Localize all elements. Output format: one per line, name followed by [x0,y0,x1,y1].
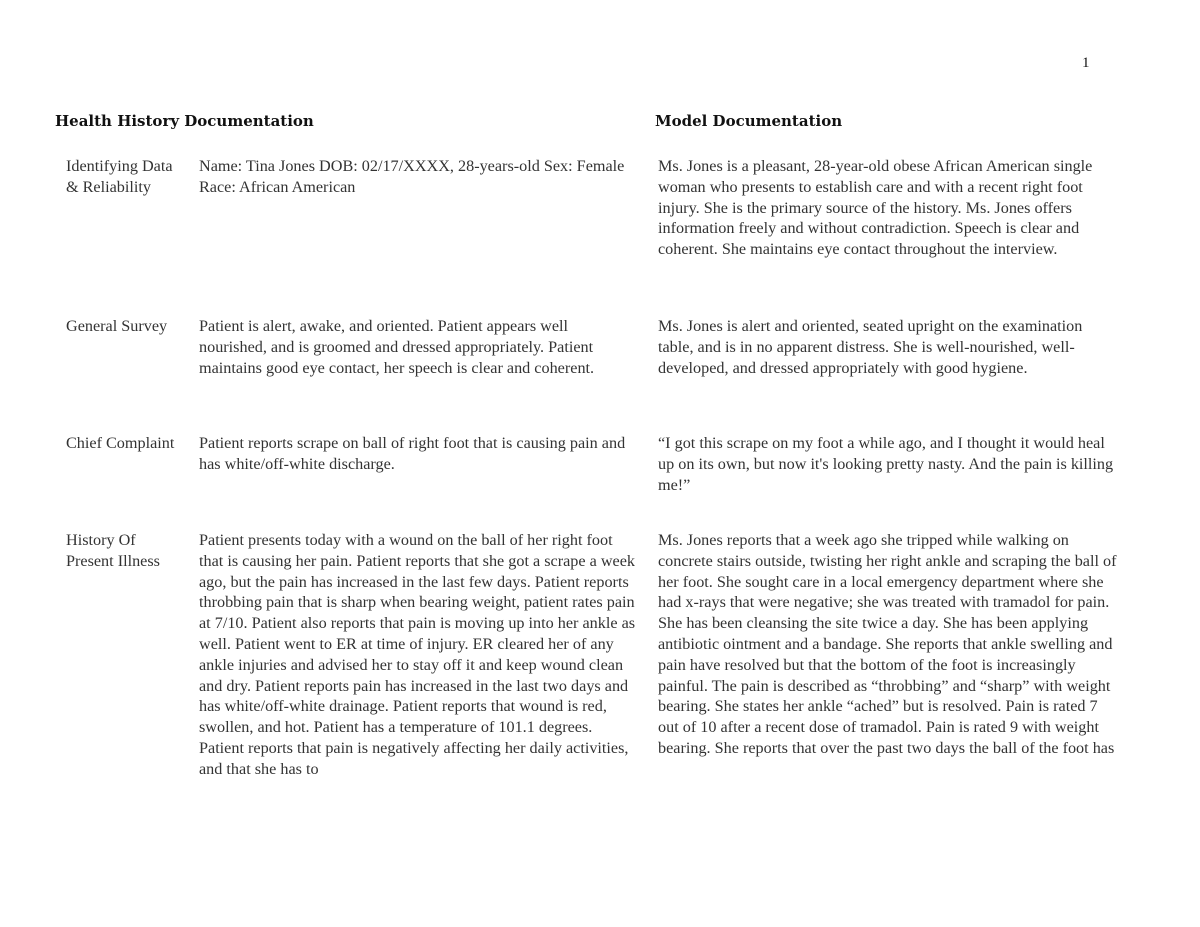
model-documentation-text: Ms. Jones is a pleasant, 28-year-old obese African American single woman who presents to establish care and with a recent right foot injury. She is the primary source of the history. Ms. Jones offers information freely and without contradiction. Speech is clear and coherent. She maintains eye contact throughout the interview. [658,157,1093,259]
row-label: Identifying Data & Reliability [66,157,173,196]
row-label: History Of Present Illness [66,531,160,570]
row-label: Chief Complaint [66,434,175,452]
health-history-text: Patient is alert, awake, and oriented. Patient appears well nourished, and is groomed and dressed appropriately. Patient maintains good eye contact, her speech is clear and coherent. [199,317,595,377]
model-documentation-text: Ms. Jones reports that a week ago she tripped while walking on concrete stairs outside, twisting her right ankle and scraping the ball of her foot. She sought care in a local emergency department where she had x-rays that were negative; she was treated with tramadol for pain. She has been cleansing the site twice a day. She has been applying antibiotic ointment and a bandage. She reports that ankle swelling and pain have resolved but that the bottom of the foot is increasingly painful. The pain is described as “throbbing” and “sharp” with weight bearing. She states her ankle “ached” but is resolved. Pain is rated 7 out of 10 after a recent dose of tramadol. Pain is rated 9 with weight bearing. She reports that over the past two days the ball of the foot has [658,531,1117,757]
health-history-text: Patient reports scrape on ball of right foot that is causing pain and has white/off-white discharge. [199,434,626,473]
health-history-text: Patient presents today with a wound on the ball of her right foot that is causing her pain. Patient reports that she got a scrape a week ago, but the pain has increased in the last few days. Patient reports throbbing pain that is sharp when bearing weight, patient rates pain at 7/10. Patient also reports that pain is moving up into her ankle as well. Patient went to ER at time of injury. ER cleared her of any ankle injuries and advised her to stay off it and keep wound clean and dry. Patient reports pain has increased in the last two days and has white/off-white drainage. Patient reports that wound is red, swollen, and hot. Patient has a temperature of 101.1 degrees. Patient reports that pain is negatively affecting her daily activities, and that she has to [199,531,636,778]
row-label: General Survey [66,317,168,335]
model-documentation-text: “I got this scrape on my foot a while ago, and I thought it would heal up on its own, but now it's looking pretty nasty. And the pain is killing me!” [658,434,1114,494]
model-documentation-text: Ms. Jones is alert and oriented, seated upright on the examination table, and is in no apparent distress. She is well-nourished, well-developed, and dressed appropriately with good hygiene. [658,317,1083,377]
health-history-heading: Health History Documentation [55,112,314,130]
model-documentation-heading: Model Documentation [655,112,843,130]
health-history-text: Name: Tina Jones DOB: 02/17/XXXX, 28-years-old Sex: Female Race: African American [199,157,625,196]
page-number: 1 [1082,55,1090,71]
